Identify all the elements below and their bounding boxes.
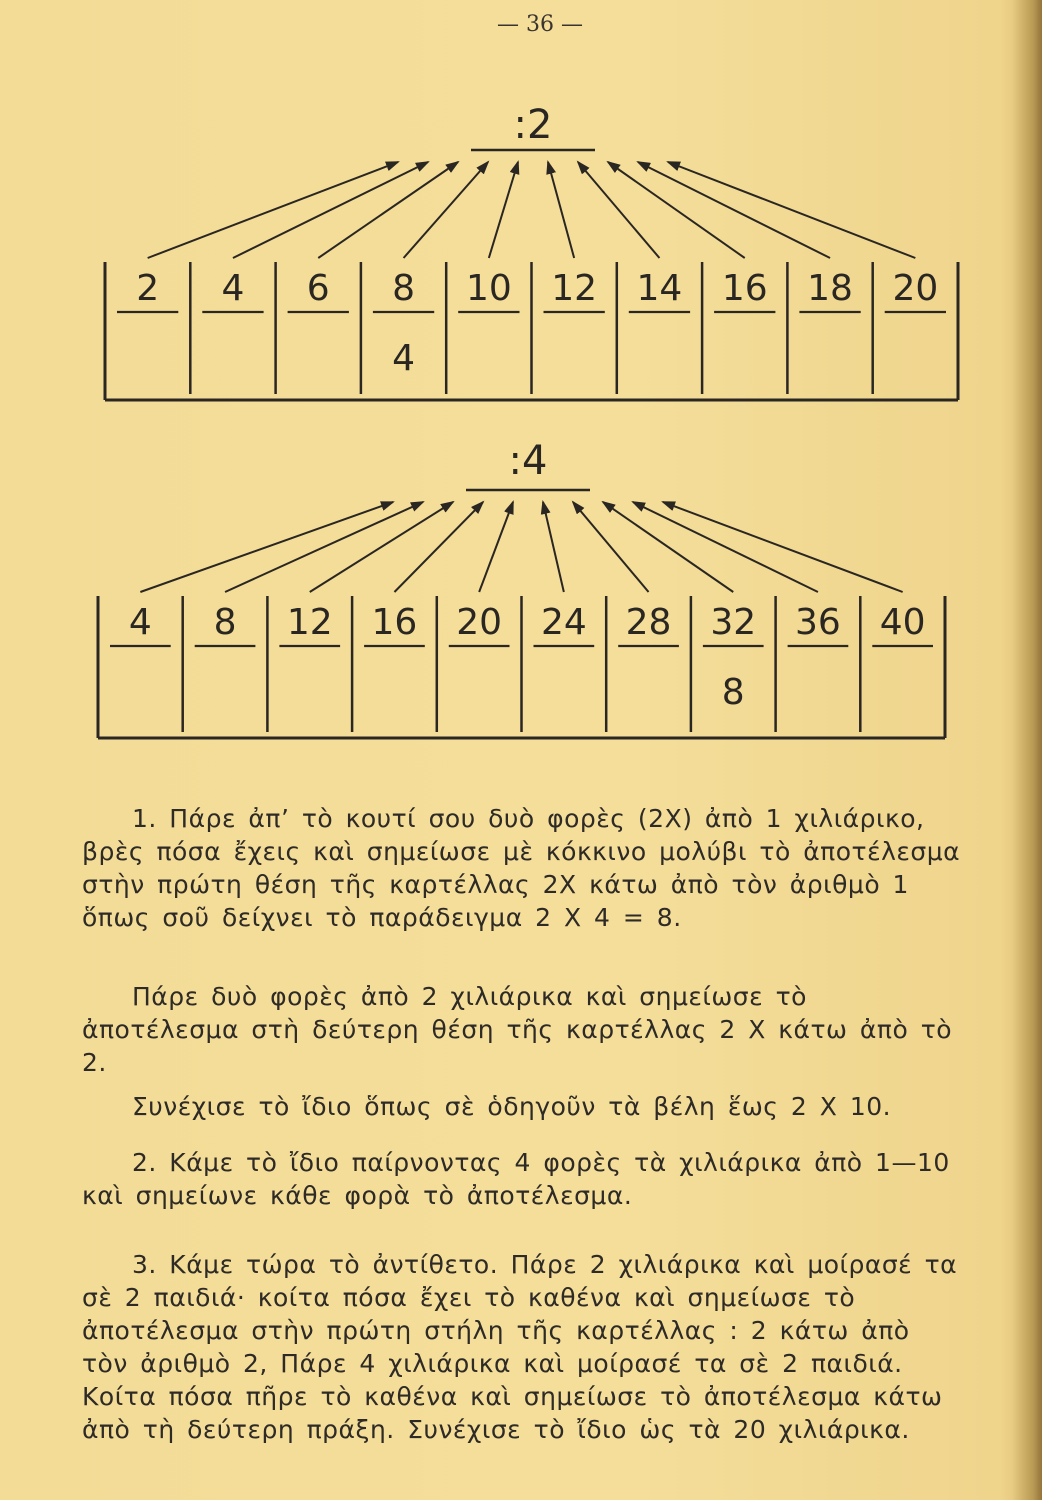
arrow	[394, 502, 483, 592]
dividend-cell: 20	[456, 602, 503, 643]
arrow	[633, 502, 818, 592]
dividend-cell: 10	[465, 268, 512, 309]
dividend-cell: 32	[710, 602, 757, 643]
instruction-1c-text: Συνέχισε τὸ ἴδιο ὅπως σὲ ὁδηγοῦν τὰ βέλη ἕως 2 Χ 10.	[132, 1092, 892, 1121]
divisor-label: :2	[513, 102, 553, 148]
dividend-cell: 12	[551, 268, 598, 309]
arrow	[148, 162, 398, 258]
quotient-cell: 4	[392, 338, 416, 379]
arrow	[404, 162, 488, 258]
dividend-cell: 8	[392, 268, 416, 309]
dividend-cell: 36	[795, 602, 841, 643]
arrow	[318, 162, 458, 258]
instruction-1b-text: Πάρε δυὸ φορὲς ἀπὸ 2 χιλιάρικα καὶ σημείωσε τὸ ἀποτέλεσμα στὴ δεύτερη θέση τῆς καρτέλλας 2 Χ κάτω ἀπὸ τὸ 2.	[82, 982, 953, 1077]
quotient-cell: 8	[721, 672, 745, 713]
arrow	[638, 162, 830, 258]
dividend-cell: 6	[306, 268, 330, 309]
instruction-1c	[82, 1090, 962, 1123]
dividend-cell: 12	[286, 602, 333, 643]
arrow	[573, 502, 649, 592]
dividend-cell: 28	[625, 602, 672, 643]
arrow	[603, 502, 733, 592]
instruction-1b	[82, 980, 962, 1079]
dividend-cell: 40	[879, 602, 926, 643]
dividend-cell: 2	[136, 268, 160, 309]
dividend-cell: 16	[721, 268, 768, 309]
arrow	[578, 162, 659, 258]
instruction-2	[82, 1146, 962, 1212]
instruction-3-text: 3. Κάμε τώρα τὸ ἀντίθετο. Πάρε 2 χιλιάρικα καὶ μοίρασέ τα σὲ 2 παιδιά· κοίτα πόσα ἔχει τὸ καθένα καὶ σημείωσε τὸ ἀποτέλεσμα στὴν πρώτη στήλη τῆς καρτέλλας : 2 κάτω ἀπὸ τὸν ἀριθμὸ 2, Πάρε 4 χιλιάρικα καὶ μοίρασέ τα σὲ 2 παιδιά. Κοίτα πόσα πῆρε τὸ καθένα καὶ σημείωσε τὸ ἀποτέλεσμα κάτω ἀπὸ τὴ δεύτερη πράξη. Συνέχισε τὸ ἴδιο ὡς τὰ 20 χιλιάρικα.	[82, 1250, 958, 1444]
arrow	[140, 502, 393, 592]
division-table-by-2	[105, 102, 958, 400]
arrow	[548, 162, 574, 258]
instruction-2-text: 2. Κάμε τὸ ἴδιο παίρνοντας 4 φορὲς τὰ χιλιάρικα ἀπὸ 1—10 καὶ σημείωνε κάθε φορὰ τὸ ἀποτέλεσμα.	[82, 1148, 950, 1210]
dividend-cell: 14	[636, 268, 683, 309]
arrow	[668, 162, 915, 258]
dividend-cell: 4	[128, 602, 152, 643]
arrow	[608, 162, 745, 258]
arrow	[310, 502, 453, 592]
arrow	[225, 502, 423, 592]
dividend-cell: 16	[371, 602, 418, 643]
arrow	[543, 502, 564, 592]
division-table-by-4	[98, 438, 945, 738]
instruction-1	[82, 802, 962, 934]
arrow	[233, 162, 428, 258]
instruction-3	[82, 1248, 962, 1446]
arrow	[489, 162, 518, 258]
arrow	[479, 502, 513, 592]
dividend-cell: 8	[213, 602, 237, 643]
divisor-label: :4	[508, 438, 548, 484]
instruction-1-text: 1. Πάρε ἀπ’ τὸ κουτί σου δυὸ φορὲς (2Χ) ἀπὸ 1 χιλιάρικο, βρὲς πόσα ἔχεις καὶ σημείωσε μὲ κόκκινο μολύβι τὸ ἀποτέλεσμα στὴν πρώτη θέση τῆς καρτέλλας 2Χ κάτω ἀπὸ τὸν ἀριθμὸ 1 ὅπως σοῦ δείχνει τὸ παράδειγμα 2 Χ 4 = 8.	[82, 804, 961, 932]
dividend-cell: 18	[807, 268, 853, 309]
arrow	[663, 502, 903, 592]
page-number: — 36 —	[497, 12, 583, 37]
dividend-cell: 20	[892, 268, 939, 309]
dividend-cell: 4	[221, 268, 245, 309]
dividend-cell: 24	[540, 602, 587, 643]
